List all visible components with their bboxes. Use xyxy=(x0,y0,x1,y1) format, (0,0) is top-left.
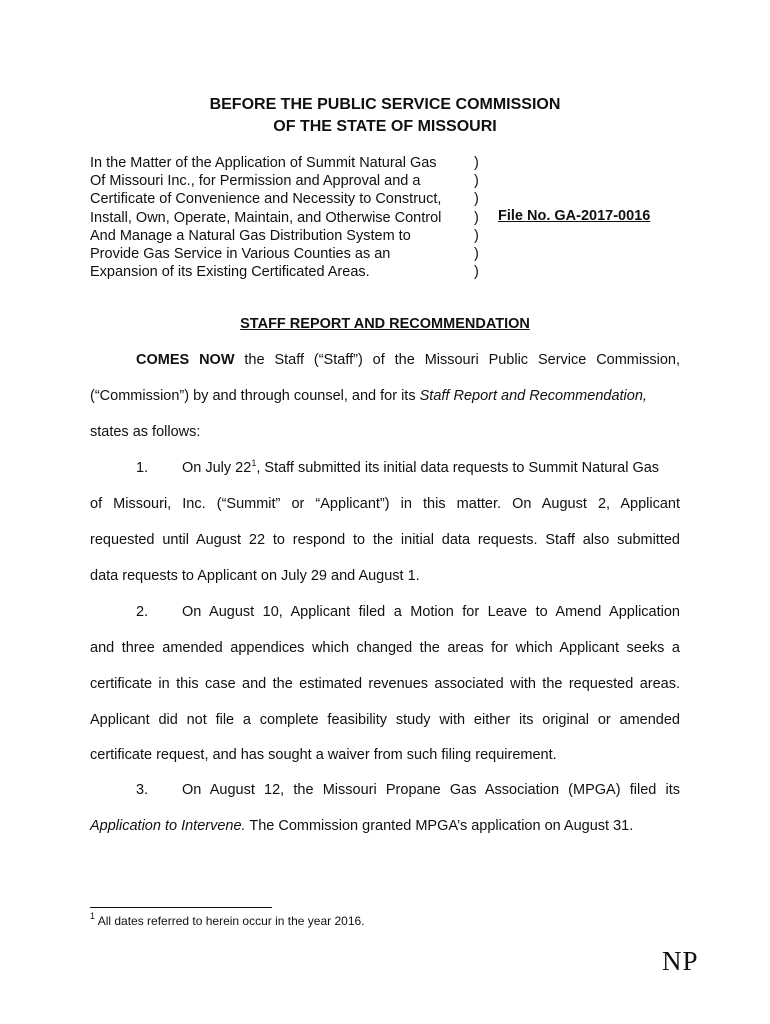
file-number: File No. GA-2017-0016 xyxy=(498,208,651,224)
report-title-italic: Staff Report and Recommendation, xyxy=(419,388,647,404)
section-title: STAFF REPORT AND RECOMMENDATION xyxy=(240,316,530,332)
intro-line-1 xyxy=(90,352,680,368)
caption-line: Provide Gas Service in Various Counties as an xyxy=(90,245,391,262)
footnote-mark: 1 xyxy=(90,911,96,921)
caption-line: Expansion of its Existing Certificated Areas. xyxy=(90,264,370,281)
footnote-divider xyxy=(90,907,272,908)
footnote xyxy=(90,911,365,928)
caption-paren: ) xyxy=(474,155,479,171)
caption-paren: ) xyxy=(474,227,479,244)
intro-line-2 xyxy=(90,388,680,404)
caption-line: Of Missouri Inc., for Permission and Approval and a xyxy=(90,173,421,190)
footnote-text: All dates referred to herein occur in the year 2016. xyxy=(95,914,365,928)
paragraph-1-line-3: requested until August 22 to respond to the initial data requests. Staff also submitted xyxy=(90,532,680,548)
footnote-reference[interactable]: 1 xyxy=(251,458,257,468)
paragraph-2-line-5: certificate request, and has sought a waiver from such filing requirement. xyxy=(90,747,557,763)
paragraph-1-text: , Staff submitted its initial data requests to Summit Natural Gas xyxy=(256,460,660,476)
caption-line: And Manage a Natural Gas Distribution System to xyxy=(90,227,411,244)
caption-line: In the Matter of the Application of Summit Natural Gas xyxy=(90,155,437,171)
intro-line-2-text: (“Commission”) by and through counsel, and for its xyxy=(90,388,420,404)
paragraph-3-text: The Commission granted MPGA’s application on August 31. xyxy=(245,818,634,834)
paragraph-3-text: On August 12, the Missouri Propane Gas Association (MPGA) filed its xyxy=(182,782,680,798)
paragraph-number: 1. xyxy=(136,460,149,476)
paragraph-2-line-2: and three amended appendices which changed the areas for which Applicant seeks a xyxy=(90,640,680,656)
paragraph-2-line-3: certificate in this case and the estimated revenues associated with the requested areas. xyxy=(90,676,680,692)
paragraph-1-text: On July 22 xyxy=(182,460,252,476)
caption-parentheses xyxy=(474,154,479,281)
caption-paren: ) xyxy=(474,191,479,208)
paragraph-number: 3. xyxy=(136,782,149,798)
caption-paren: ) xyxy=(474,245,479,262)
caption-paren: ) xyxy=(474,173,479,190)
paragraph-3-line-1 xyxy=(90,782,680,798)
intervene-title-italic: Application to Intervene. xyxy=(90,818,246,834)
paragraph-number: 2. xyxy=(136,604,149,620)
np-stamp: NP xyxy=(662,946,699,976)
paragraph-2-text: On August 10, Applicant filed a Motion for Leave to Amend Application xyxy=(182,604,680,620)
commission-heading-line1: BEFORE THE PUBLIC SERVICE COMMISSION xyxy=(209,96,561,113)
caption-line: Certificate of Convenience and Necessity to Construct, xyxy=(90,191,442,208)
commission-heading-line2: OF THE STATE OF MISSOURI xyxy=(273,118,497,135)
caption-line: Install, Own, Operate, Maintain, and Otherwise Control xyxy=(90,209,442,226)
intro-line-1-text: the Staff (“Staff”) of the Missouri Public Service Commission, xyxy=(234,352,680,368)
caption-paren: ) xyxy=(474,209,479,226)
caption-paren: ) xyxy=(474,264,479,281)
paragraph-2-line-1 xyxy=(90,604,680,620)
paragraph-1-line-4: data requests to Applicant on July 29 and August 1. xyxy=(90,568,420,584)
paragraph-2-line-4: Applicant did not file a complete feasibility study with either its original or amended xyxy=(90,712,680,728)
paragraph-1-line-2: of Missouri, Inc. (“Summit” or “Applicant”) in this matter. On August 2, Applicant xyxy=(90,496,680,512)
intro-line-3: states as follows: xyxy=(90,424,201,440)
comes-now-lead: COMES NOW xyxy=(136,352,235,368)
case-caption xyxy=(90,154,441,281)
paragraph-1-line-1 xyxy=(90,460,680,476)
paragraph-3-line-2 xyxy=(90,818,680,834)
